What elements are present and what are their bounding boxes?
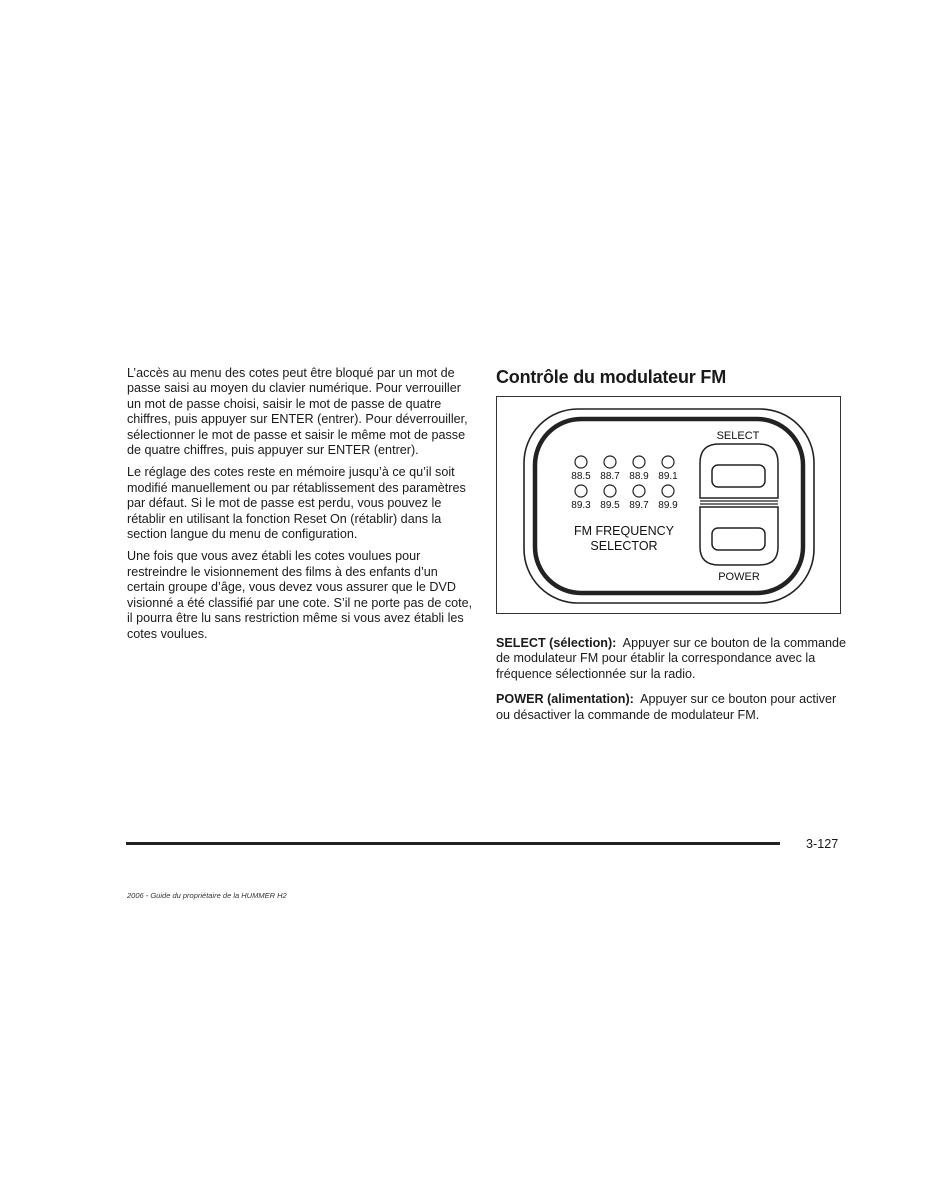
frequency-label: 88.7: [600, 471, 620, 482]
frequency-label: 89.3: [571, 500, 591, 511]
select-text: Appuyer sur ce bouton de la commande de modulateur FM pour établir la correspondance avec la fréquence sélectionnée sur la radio.: [496, 636, 846, 681]
paragraph-password-lock: L’accès au menu des cotes peut être bloqué par un mot de passe saisi au moyen du clavier numérique. Pour verrouiller un mot de passe choisi, saisir le mot de passe de quatre chiffres, puis appuyer sur ENTER (entrer). Pour déverrouiller, sélectionner le mot de passe et saisir le même mot de passe de quatre chiffres, puis appuyer sur ENTER (entrer).: [127, 366, 468, 458]
select-term: SELECT (sélection):: [496, 636, 617, 650]
frequency-label: 89.1: [658, 471, 678, 482]
power-description: [496, 692, 846, 723]
fm-modulator-illustration: [497, 397, 842, 615]
paragraph-rating-memory: Le réglage des cotes reste en mémoire jusqu’à ce qu’il soit modifié manuellement ou par rétablissement des paramètres par défaut. Si le mot de passe est perdu, vous pouvez le rétablir en utilisant la fonction Reset On (rétablir) dans la section langue du menu de configuration.: [127, 465, 466, 542]
selector-label-line2: SELECTOR: [590, 539, 658, 553]
left-column: [127, 366, 477, 649]
select-description: [496, 636, 846, 682]
selector-label-line1: FM FREQUENCY: [574, 524, 674, 538]
select-label: SELECT: [716, 430, 760, 442]
power-label: POWER: [718, 571, 760, 583]
led-indicator-icon: [633, 456, 645, 468]
led-indicator-icon: [662, 485, 674, 497]
frequency-label: 89.7: [629, 500, 649, 511]
footer-note: 2006 - Guide du propriétaire de la HUMMER H2: [127, 891, 287, 900]
led-indicator-icon: [604, 456, 616, 468]
led-indicator-icon: [662, 456, 674, 468]
led-indicator-icon: [633, 485, 645, 497]
led-indicator-icon: [604, 485, 616, 497]
frequency-label: 88.9: [629, 471, 649, 482]
led-indicator-icon: [575, 456, 587, 468]
footer-rule: [126, 842, 780, 845]
frequency-label: 89.5: [600, 500, 620, 511]
led-indicator-icon: [575, 485, 587, 497]
paragraph-rating-restriction: Une fois que vous avez établi les cotes voulues pour restreindre le visionnement des films à des enfants d’un certain groupe d’âge, vous devez vous assurer que le DVD visionné a été classifié par une cote. S’il ne porte pas de cote, il pourra être lu sans restriction même si vous avez établi les cotes voulues.: [127, 549, 473, 641]
page-number: 3-127: [806, 837, 839, 851]
right-column: [496, 366, 846, 733]
frequency-label: 88.5: [571, 471, 591, 482]
power-button[interactable]: [712, 528, 765, 550]
section-title: Contrôle du modulateur FM: [496, 367, 726, 387]
frequency-label: 89.9: [658, 500, 678, 511]
fm-modulator-figure: [496, 396, 841, 614]
power-text: Appuyer sur ce bouton pour activer ou désactiver la commande de modulateur FM.: [496, 692, 837, 722]
select-button[interactable]: [712, 465, 765, 487]
power-term: POWER (alimentation):: [496, 692, 634, 707]
button-descriptions: [496, 636, 846, 723]
